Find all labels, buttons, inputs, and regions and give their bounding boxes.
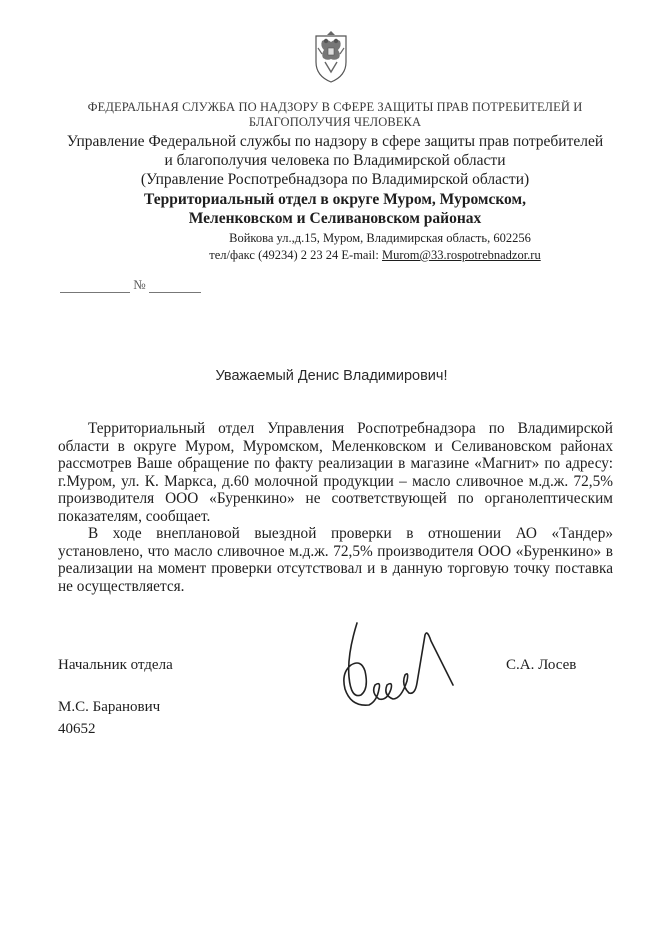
number-sign: № [133,277,146,292]
body-paragraph-2: В ходе внеплановой выездной проверки в отношении АО «Тандер» установлено, что масло сливочное м.д.ж. 72,5% производителя ООО «Буренкино» в реализации на момент проверки отсутствовал и в данную торговую точку поставка не осуществляется. [58,525,613,595]
executor-name: М.С. Баранович [58,699,161,715]
postal-address: Войкова ул.,д.15, Муром, Владимирская область, 602256 [229,231,531,245]
agency-title [40,100,630,130]
body-paragraph-1: Территориальный отдел Управления Роспотребнадзора по Владимирской области в округе Муром, Муромском, Меленковском и Селивановском районах рассмотрев Ваше обращение по факту реализации в магазине «Магнит» по адресу: г.Муром, ул. К. Маркса, д.60 молочной продукции – масло сливочное м.д.ж. 72,5% производителя ООО «Буренкино» не соответствующей по органолептическим показателям, сообщает. [58,420,613,525]
letter-body [58,420,613,595]
signer-position: Начальник отдела [58,657,173,673]
registration-line [60,277,201,293]
letterhead [40,100,630,263]
department-name-line3: (Управление Роспотребнадзора по Владимирской области) [140,171,530,188]
phone-fax: тел/факс (49234) 2 23 24 E-mail: [209,248,383,262]
date-blank [60,280,130,293]
email-link[interactable]: Murom@33.rospotrebnadzor.ru [382,248,541,262]
department-name [40,132,630,189]
agency-title-line2: БЛАГОПОЛУЧИЯ ЧЕЛОВЕКА [248,115,422,129]
division-name [40,190,630,228]
salutation: Уважаемый Денис Владимирович! [215,368,448,384]
executor-phone: 40652 [58,721,96,737]
executor-block [58,696,160,740]
division-name-line1: Территориальный отдел в округе Муром, Муромском, [144,191,526,208]
contact-line [40,247,630,263]
handwritten-signature [335,615,455,720]
coat-of-arms-emblem [310,28,352,84]
department-name-line2: и благополучия человека по Владимирской области [164,152,506,169]
department-name-line1: Управление Федеральной службы по надзору в сфере защиты прав потребителей [66,133,604,150]
number-blank [149,280,201,293]
division-name-line2: Меленковском и Селивановском районах [188,210,482,227]
signer-name: С.А. Лосев [506,657,577,673]
agency-title-line1: ФЕДЕРАЛЬНАЯ СЛУЖБА ПО НАДЗОРУ В СФЕРЕ ЗАЩИТЫ ПРАВ ПОТРЕБИТЕЛЕЙ И [87,100,583,114]
